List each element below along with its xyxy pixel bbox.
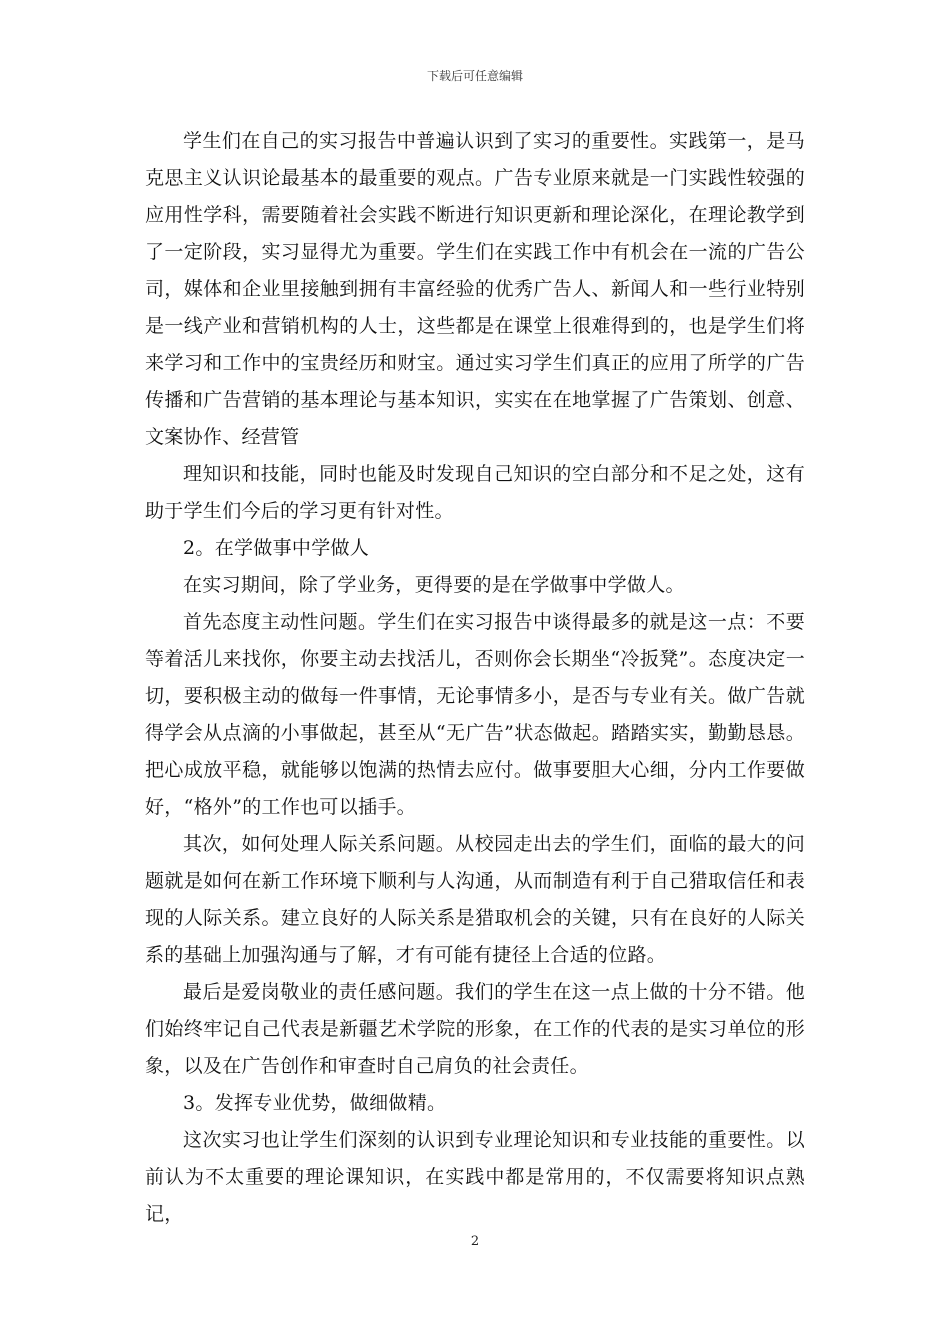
paragraph: 这次实习也让学生们深刻的认识到专业理论知识和专业技能的重要性。以前认为不太重要的理论课知识，在实践中都是常用的，不仅需要将知识点熟记， xyxy=(145,1129,805,1225)
paragraph: 在实习期间，除了学业务，更得要的是在学做事中学做人。 xyxy=(183,574,685,596)
document-body xyxy=(145,123,805,1233)
page-header: 下载后可任意编辑 xyxy=(426,69,523,83)
paragraph: 其次，如何处理人际关系问题。从校园走出去的学生们，面临的最大的问题就是如何在新工作环境下顺利与人沟通，从而制造有利于自己猎取信任和表现的人际关系。建立良好的人际关系是猎取机会的关键，只有在良好的人际关系的基础上加强沟通与了解，才有可能有捷径上合适的位路。 xyxy=(145,833,805,966)
paragraph: 首先态度主动性问题。学生们在实习报告中谈得最多的就是这一点：不要等着活儿来找你，你要主动去找活儿，否则你会长期坐“冷扳凳”。态度决定一切，要积极主动的做每一件事情，无论事情多小，是否与专业有关。做广告就得学会从点滴的小事做起，甚至从“无广告”状态做起。踏踏实实，勤勤恳恳。把心成放平稳，就能够以饱满的热情去应付。做事要胆大心细，分内工作要做好，“格外”的工作也可以插手。 xyxy=(145,611,805,818)
paragraph: 理知识和技能，同时也能及时发现自己知识的空白部分和不足之处，这有助于学生们今后的学习更有针对性。 xyxy=(145,463,805,522)
page-number: 2 xyxy=(470,1234,480,1249)
paragraph: 学生们在自己的实习报告中普遍认识到了实习的重要性。实践第一，是马克思主义认识论最基本的最重要的观点。广告专业原来就是一门实践性较强的应用性学科，需要随着社会实践不断进行知识更新和理论深化，在理论教学到了一定阶段，实习显得尤为重要。学生们在实践工作中有机会在一流的广告公司，媒体和企业里接触到拥有丰富经验的优秀广告人、新闻人和一些行业特别是一线产业和营销机构的人士，这些都是在课堂上很难得到的，也是学生们将来学习和工作中的宝贵经历和财宝。通过实习学生们真正的应用了所学的广告传播和广告营销的基本理论与基本知识，实实在在地掌握了广告策划、创意、文案协作、经营管 xyxy=(145,130,805,448)
paragraph: 最后是爱岗敬业的责任感问题。我们的学生在这一点上做的十分不错。他们始终牢记自己代表是新疆艺术学院的形象，在工作的代表的是实习单位的形象，以及在广告创作和审查时自己肩负的社会责任。 xyxy=(145,981,805,1077)
section-heading: 3。发挥专业优势，做细做精。 xyxy=(183,1092,447,1114)
section-heading: 2。在学做事中学做人 xyxy=(183,537,370,559)
